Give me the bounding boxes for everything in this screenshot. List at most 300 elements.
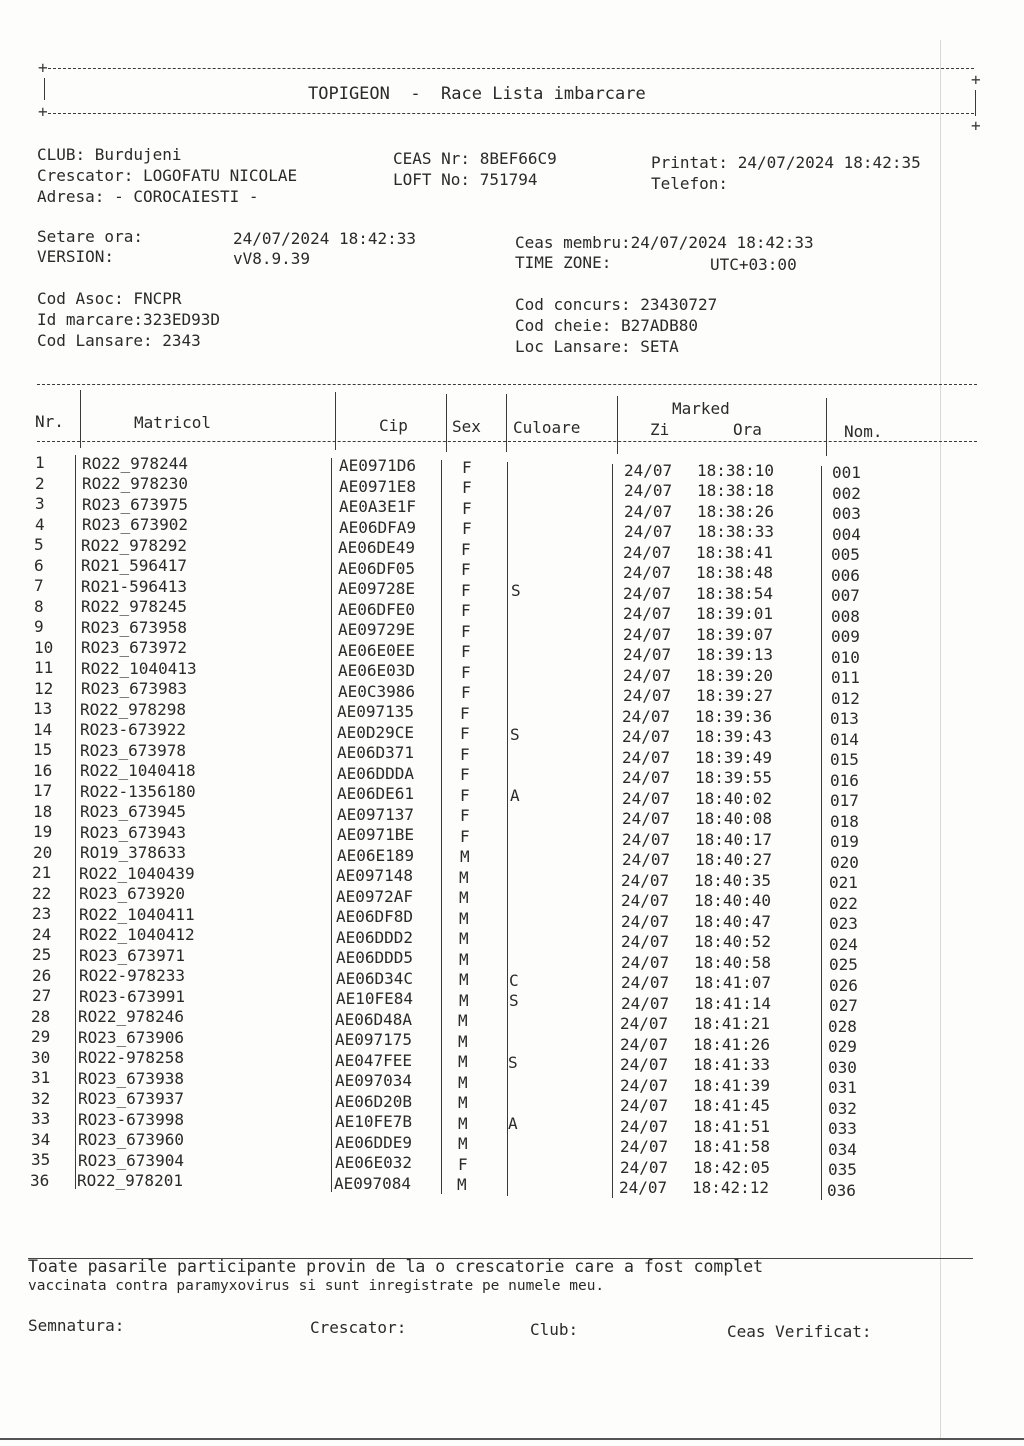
row-matricol: RO22-1356180 (80, 781, 196, 801)
row-nr: 22 (32, 883, 52, 903)
row-nom: 011 (831, 668, 860, 688)
row-nr: 14 (33, 719, 53, 739)
row-matricol: RO23-673922 (80, 720, 186, 740)
row-nr: 32 (31, 1088, 51, 1108)
row-nom: 025 (829, 955, 858, 975)
row-cip: AE0971BE (337, 825, 415, 845)
row-nr: 24 (32, 924, 52, 944)
header-matricol: Matricol (134, 413, 212, 432)
row-cip: AE06DE49 (338, 538, 416, 558)
row-zi: 24/07 (620, 1116, 669, 1136)
row-matricol: RO23_673972 (81, 638, 187, 658)
marking-id: Id marcare:323ED93D (37, 310, 221, 329)
row-zi: 24/07 (621, 973, 670, 993)
row-ora: 18:41:14 (694, 993, 772, 1013)
breeder-name: Crescator: LOGOFATU NICOLAE (37, 166, 298, 185)
row-matricol: RO22-978258 (78, 1048, 184, 1068)
row-cip: AE10FE84 (336, 989, 414, 1009)
row-nr: 31 (31, 1068, 51, 1087)
row-ora: 18:41:26 (693, 1034, 771, 1054)
row-matricol: RO19_378633 (80, 843, 186, 863)
row-nom: 021 (829, 873, 858, 893)
row-zi: 24/07 (622, 727, 671, 747)
row-sex: M (458, 1011, 468, 1031)
club-signature-label: Club: (530, 1320, 579, 1339)
row-sex: F (461, 621, 471, 641)
row-zi: 24/07 (622, 747, 671, 767)
row-nom: 026 (829, 975, 858, 995)
row-cip: AE06DDD2 (336, 927, 414, 947)
row-zi: 24/07 (624, 501, 673, 521)
row-nom: 008 (831, 606, 860, 626)
row-nom: 010 (831, 647, 860, 667)
row-cip: AE06DDDA (337, 763, 415, 783)
row-zi: 24/07 (623, 686, 672, 706)
row-ora: 18:40:58 (694, 952, 772, 972)
row-nom: 004 (832, 524, 861, 544)
row-matricol: RO23_673983 (81, 679, 187, 699)
row-nom: 023 (829, 914, 858, 934)
row-nom: 022 (829, 893, 858, 913)
row-cip: AE09729E (338, 620, 416, 640)
row-cip: AE06D34C (336, 968, 414, 988)
row-sex: M (458, 1134, 468, 1154)
row-cip: AE0C3986 (338, 681, 416, 701)
row-sex: F (461, 601, 471, 621)
row-matricol: RO22_1040411 (79, 904, 195, 924)
row-matricol: RO22_1040439 (79, 863, 195, 883)
row-sex: F (460, 826, 470, 846)
row-nr: 15 (33, 740, 53, 759)
row-ora: 18:40:08 (695, 809, 773, 829)
row-cip: AE06E0EE (338, 640, 416, 660)
row-nr: 16 (33, 760, 53, 780)
table-row (0, 494, 1024, 524)
row-cip: AE06D48A (335, 1009, 413, 1029)
row-sex: M (458, 1113, 468, 1133)
row-zi: 24/07 (620, 1034, 669, 1054)
row-nom: 027 (829, 996, 858, 1016)
setare-value: 24/07/2024 18:42:33 (233, 229, 417, 248)
row-ora: 18:38:54 (696, 583, 774, 603)
row-ora: 18:42:12 (692, 1178, 770, 1198)
row-ora: 18:42:05 (693, 1157, 771, 1177)
row-cip: AE0972AF (336, 886, 414, 906)
row-nr: 3 (35, 494, 45, 513)
row-nr: 9 (34, 617, 44, 636)
row-nom: 018 (830, 811, 859, 831)
row-nr: 34 (31, 1129, 51, 1149)
row-matricol: RO23_673975 (82, 494, 188, 514)
row-nr: 17 (33, 781, 53, 800)
row-ora: 18:39:43 (695, 727, 773, 747)
row-matricol: RO22_978292 (81, 535, 187, 555)
row-ora: 18:38:10 (697, 460, 775, 480)
table-row (0, 535, 1023, 565)
row-nom: 001 (832, 463, 861, 483)
row-nom: 007 (831, 586, 860, 606)
row-sex: F (460, 724, 470, 744)
row-zi: 24/07 (622, 829, 671, 849)
row-zi: 24/07 (620, 1137, 669, 1157)
row-cip: AE06E189 (337, 845, 415, 865)
row-matricol: RO23_673971 (79, 945, 185, 965)
row-sex: F (461, 560, 471, 580)
row-ora: 18:40:40 (694, 891, 772, 911)
row-cip: AE097137 (337, 804, 415, 824)
row-sex: M (459, 888, 469, 908)
row-nr: 13 (33, 699, 53, 718)
table-row (0, 1150, 1020, 1180)
row-sex: M (458, 1072, 468, 1092)
time-zone-label: TIME ZONE: (515, 253, 612, 272)
row-cip: AE06DFE0 (338, 599, 416, 619)
row-matricol: RO23-673998 (78, 1109, 184, 1129)
row-cip: AE06D20B (335, 1091, 413, 1111)
row-cip: AE10FE7B (335, 1112, 413, 1132)
row-nom: 017 (830, 791, 859, 811)
row-ora: 18:41:33 (693, 1055, 771, 1075)
col-sep (506, 394, 507, 452)
row-zi: 24/07 (624, 481, 673, 501)
row-matricol: RO23_673937 (78, 1089, 184, 1109)
row-nr: 18 (33, 801, 53, 821)
release-location: Loc Lansare: SETA (515, 337, 679, 356)
row-nom: 016 (830, 770, 859, 790)
header-sex: Sex (452, 417, 481, 436)
version-value: vV8.9.39 (233, 249, 311, 268)
row-zi: 24/07 (621, 911, 670, 931)
col-sep (617, 396, 618, 454)
row-matricol: RO22_978298 (80, 699, 186, 719)
row-zi: 24/07 (623, 665, 672, 685)
row-zi: 24/07 (620, 1014, 669, 1034)
row-zi: 24/07 (622, 788, 671, 808)
table-row (0, 453, 1024, 483)
row-nr: 6 (34, 555, 44, 575)
row-nom: 030 (828, 1057, 857, 1077)
row-culoare: S (511, 581, 521, 601)
row-zi: 24/07 (622, 768, 671, 788)
table-row (0, 781, 1022, 811)
row-matricol: RO23_673978 (80, 740, 186, 760)
row-matricol: RO23_673902 (82, 515, 188, 535)
row-zi: 24/07 (621, 952, 670, 972)
row-sex: F (462, 478, 472, 498)
row-cip: AE06DDD5 (336, 948, 414, 968)
row-sex: M (458, 1031, 468, 1051)
row-ora: 18:40:52 (694, 932, 772, 952)
row-sex: F (462, 498, 472, 518)
row-culoare: S (508, 1052, 518, 1072)
row-ora: 18:39:55 (695, 768, 773, 788)
row-nom: 009 (831, 627, 860, 647)
row-ora: 18:40:17 (695, 829, 773, 849)
row-nom: 003 (832, 504, 861, 524)
row-zi: 24/07 (620, 1075, 669, 1095)
row-ora: 18:39:01 (696, 604, 774, 624)
header-nom: Nom. (844, 422, 883, 441)
row-cip: AE097084 (334, 1173, 412, 1193)
row-sex: M (459, 929, 469, 949)
row-zi: 24/07 (624, 522, 673, 542)
row-ora: 18:38:41 (696, 542, 774, 562)
row-nom: 005 (831, 545, 860, 565)
row-nr: 10 (34, 637, 54, 657)
row-cip: AE097148 (336, 866, 414, 886)
row-ora: 18:39:49 (695, 747, 773, 767)
row-matricol: RO22_978201 (77, 1171, 183, 1191)
row-sex: F (461, 642, 471, 662)
row-zi: 24/07 (622, 706, 671, 726)
col-sep (446, 394, 447, 452)
phone: Telefon: (651, 174, 729, 193)
row-nom: 006 (831, 565, 860, 585)
row-nom: 028 (828, 1016, 857, 1036)
header-zi: Zi (650, 420, 670, 439)
page-bottom-rule (0, 1438, 1024, 1440)
col-sep (80, 390, 81, 448)
row-cip: AE09728E (338, 579, 416, 599)
row-culoare: S (509, 991, 519, 1011)
row-ora: 18:40:27 (695, 850, 773, 870)
row-ora: 18:40:47 (694, 911, 772, 931)
row-zi: 24/07 (621, 932, 670, 952)
row-sex: F (462, 457, 472, 477)
row-nom: 032 (828, 1098, 857, 1118)
header-marked: Marked (672, 399, 730, 418)
row-sex: F (460, 806, 470, 826)
row-matricol: RO23_673943 (80, 822, 186, 842)
row-cip: AE06DF05 (338, 558, 416, 578)
row-sex: M (459, 990, 469, 1010)
row-zi: 24/07 (620, 1096, 669, 1116)
row-sex: F (460, 744, 470, 764)
row-matricol: RO23_673960 (78, 1130, 184, 1150)
row-sex: F (460, 765, 470, 785)
release-code: Cod Lansare: 2343 (37, 331, 201, 350)
row-nom: 014 (830, 729, 859, 749)
row-nr: 2 (35, 473, 45, 493)
row-nom: 036 (827, 1180, 856, 1200)
vaccination-statement-2: vaccinata contra paramyxovirus si sunt inregistrate pe numele meu. (28, 1278, 605, 1294)
row-nom: 034 (828, 1139, 857, 1159)
row-cip: AE0971D6 (339, 456, 417, 476)
row-nom: 033 (828, 1119, 857, 1139)
row-culoare: A (510, 786, 520, 806)
row-nr: 7 (34, 576, 44, 595)
row-sex: F (461, 580, 471, 600)
row-sex: M (459, 908, 469, 928)
header-ora: Ora (733, 420, 762, 439)
row-nr: 19 (33, 822, 53, 841)
row-ora: 18:38:18 (697, 481, 775, 501)
row-matricol: RO22_1040418 (80, 761, 196, 781)
row-nr: 11 (34, 658, 54, 677)
row-nom: 020 (830, 852, 859, 872)
loft-number: LOFT No: 751794 (393, 170, 538, 189)
row-nom: 029 (828, 1037, 857, 1057)
row-cip: AE097175 (335, 1030, 413, 1050)
row-cip: AE097034 (335, 1071, 413, 1091)
header-culoare: Culoare (513, 418, 581, 437)
row-culoare: A (508, 1114, 518, 1134)
row-nom: 002 (832, 483, 861, 503)
row-nr: 28 (31, 1006, 51, 1026)
row-zi: 24/07 (620, 1055, 669, 1075)
row-zi: 24/07 (621, 870, 670, 890)
row-matricol: RO23_673906 (78, 1027, 184, 1047)
row-sex: F (461, 662, 471, 682)
row-nr: 23 (32, 904, 52, 923)
row-sex: M (460, 847, 470, 867)
row-cip: AE06DFA9 (339, 517, 417, 537)
row-matricol: RO21_596417 (81, 556, 187, 576)
row-ora: 18:40:35 (694, 870, 772, 890)
row-zi: 24/07 (622, 809, 671, 829)
assoc-code: Cod Asoc: FNCPR (37, 289, 182, 308)
table-row (0, 863, 1021, 893)
row-sex: M (459, 949, 469, 969)
row-cip: AE06DDE9 (335, 1132, 413, 1152)
row-nr: 27 (32, 986, 52, 1005)
row-matricol: RO22-978233 (79, 966, 185, 986)
row-cip: AE097135 (337, 702, 415, 722)
row-sex: M (457, 1175, 467, 1195)
address: Adresa: - COROCAIESTI - (37, 187, 259, 206)
row-sex: F (460, 785, 470, 805)
version-label: VERSION: (37, 247, 115, 266)
club-name: CLUB: Burdujeni (37, 145, 182, 164)
row-ora: 18:38:48 (696, 563, 774, 583)
row-zi: 24/07 (621, 993, 670, 1013)
row-nr: 4 (35, 514, 45, 534)
row-nr: 8 (34, 596, 44, 616)
row-zi: 24/07 (619, 1178, 668, 1198)
header-nr: Nr. (35, 412, 64, 431)
row-matricol: RO23-673991 (79, 986, 185, 1006)
row-matricol: RO23_673938 (78, 1068, 184, 1088)
row-ora: 18:41:58 (693, 1137, 771, 1157)
row-nr: 36 (30, 1170, 50, 1190)
row-ora: 18:39:27 (696, 686, 774, 706)
time-zone-value: UTC+03:00 (710, 255, 797, 274)
row-matricol: RO22_978246 (78, 1007, 184, 1027)
row-nom: 031 (828, 1078, 857, 1098)
breeder-signature-label: Crescator: (310, 1318, 407, 1337)
row-sex: F (458, 1154, 468, 1174)
row-zi: 24/07 (623, 563, 672, 583)
table-row (0, 904, 1021, 934)
signature-label: Semnatura: (28, 1316, 125, 1335)
row-zi: 24/07 (621, 891, 670, 911)
row-zi: 24/07 (624, 460, 673, 480)
clock-verified-label: Ceas Verificat: (727, 1322, 872, 1341)
row-nr: 29 (31, 1027, 51, 1046)
row-zi: 24/07 (623, 583, 672, 603)
row-zi: 24/07 (622, 850, 671, 870)
row-nr: 35 (31, 1150, 51, 1169)
header-cip: Cip (379, 416, 408, 435)
row-culoare: S (510, 724, 520, 744)
row-nr: 5 (34, 535, 44, 554)
setare-label: Setare ora: (37, 227, 143, 246)
row-ora: 18:41:51 (693, 1116, 771, 1136)
row-ora: 18:40:02 (695, 788, 773, 808)
row-zi: 24/07 (623, 645, 672, 665)
row-matricol: RO22_978244 (82, 453, 188, 473)
row-sex: M (458, 1093, 468, 1113)
row-ora: 18:39:36 (695, 706, 773, 726)
row-zi: 24/07 (620, 1157, 669, 1177)
row-sex: M (459, 867, 469, 887)
row-culoare: C (509, 970, 519, 990)
row-ora: 18:39:13 (696, 645, 774, 665)
row-cip: AE06D371 (337, 743, 415, 763)
row-zi: 24/07 (623, 542, 672, 562)
row-sex: F (460, 703, 470, 723)
row-ora: 18:41:07 (694, 973, 772, 993)
row-matricol: RO22_978230 (82, 474, 188, 494)
row-nom: 013 (830, 709, 859, 729)
col-sep (826, 398, 827, 456)
row-nr: 12 (34, 678, 54, 698)
row-zi: 24/07 (623, 624, 672, 644)
row-matricol: RO23_673904 (78, 1150, 184, 1170)
row-matricol: RO22_1040413 (81, 658, 197, 678)
row-cip: AE0A3E1F (339, 497, 417, 517)
row-matricol: RO23_673920 (79, 884, 185, 904)
row-cip: AE047FEE (335, 1050, 413, 1070)
row-ora: 18:39:07 (696, 624, 774, 644)
row-cip: AE0D29CE (337, 722, 415, 742)
row-ora: 18:38:33 (697, 522, 775, 542)
row-ora: 18:41:39 (693, 1075, 771, 1095)
row-cip: AE06E03D (338, 661, 416, 681)
row-ora: 18:41:45 (693, 1096, 771, 1116)
row-matricol: RO23_673958 (81, 617, 187, 637)
row-matricol: RO23_673945 (80, 802, 186, 822)
row-matricol: RO21-596413 (81, 576, 187, 596)
table-row (0, 576, 1023, 606)
contest-code: Cod concurs: 23430727 (515, 295, 718, 314)
row-nr: 30 (31, 1047, 51, 1067)
key-code: Cod cheie: B27ADB80 (515, 316, 699, 335)
row-ora: 18:39:20 (696, 665, 774, 685)
row-nom: 015 (830, 750, 859, 770)
row-cip: AE0971E8 (339, 476, 417, 496)
row-cip: AE06DF8D (336, 907, 414, 927)
row-nr: 26 (32, 965, 52, 985)
row-sex: F (462, 519, 472, 539)
row-cip: AE06DE61 (337, 784, 415, 804)
row-nom: 024 (829, 934, 858, 954)
row-sex: M (458, 1052, 468, 1072)
row-nom: 012 (831, 688, 860, 708)
row-cip: AE06E032 (335, 1153, 413, 1173)
row-matricol: RO22_1040412 (79, 925, 195, 945)
vaccination-statement: Toate pasarile participante provin de la o crescatorie care a fost complet (28, 1257, 764, 1276)
row-sex: F (461, 683, 471, 703)
page-title: TOPIGEON - Race Lista imbarcare (308, 84, 646, 104)
member-clock: Ceas membru:24/07/2024 18:42:33 (515, 233, 814, 252)
row-sex: F (461, 539, 471, 559)
row-nom: 035 (828, 1160, 857, 1180)
clock-number: CEAS Nr: 8BEF66C9 (393, 149, 557, 168)
printed-at: Printat: 24/07/2024 18:42:35 (651, 153, 921, 172)
row-nr: 25 (32, 945, 52, 964)
row-nr: 20 (33, 842, 53, 862)
